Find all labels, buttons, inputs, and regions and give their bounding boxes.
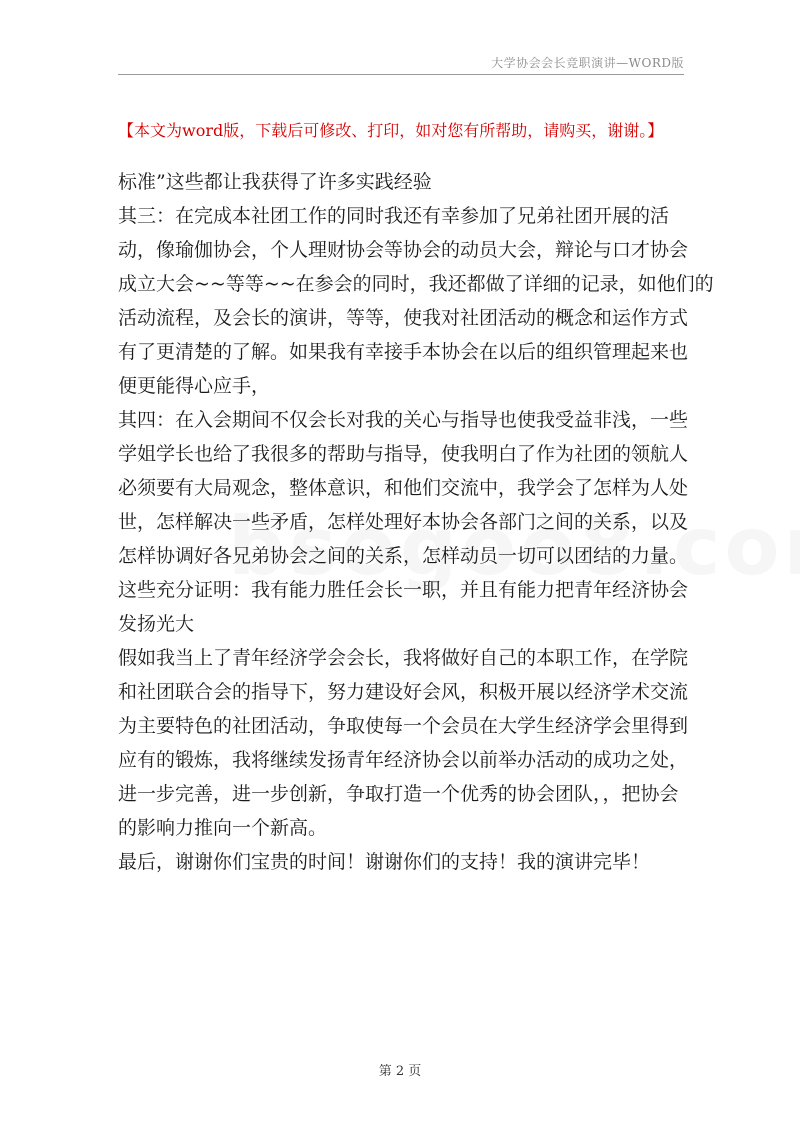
text-line: 活动流程，及会长的演讲，等等，使我对社团活动的概念和运作方式 — [118, 307, 689, 329]
text-line: 其三：在完成本社团工作的同时我还有幸参加了兄弟社团开展的活 — [118, 205, 670, 227]
text-line: 假如我当上了青年经济学会会长，我将做好自己的本职工作，在学院 — [118, 647, 689, 669]
text-line: 应有的锻炼，我将继续发扬青年经济协会以前举办活动的成功之处， — [118, 749, 689, 771]
page-number: 第 2 页 — [378, 1064, 422, 1079]
text-line: 必须要有大局观念，整体意识，和他们交流中，我学会了怎样为人处 — [118, 477, 689, 499]
text-line: 有了更清楚的了解。如果我有幸接手本协会在以后的组织管理起来也 — [118, 341, 689, 363]
text-line: 的影响力推向一个新高。 — [118, 817, 328, 839]
text-line: 这些充分证明：我有能力胜任会长一职，并且有能力把青年经济协会 — [118, 579, 689, 601]
header-divider — [118, 74, 684, 75]
document-body — [118, 165, 714, 879]
text-line: 发扬光大 — [118, 613, 195, 635]
text-line: 成立大会~~等等~~在参会的同时，我还都做了详细的记录，如他们的 — [118, 273, 714, 295]
text-line: 学姐学长也给了我很多的帮助与指导，使我明白了作为社团的领航人 — [118, 443, 689, 465]
text-line: 进一步完善，进一步创新，争取打造一个优秀的协会团队，，把协会 — [118, 783, 679, 805]
text-line: 其四：在入会期间不仅会长对我的关心与指导也使我受益非浅，一些 — [118, 409, 689, 431]
text-line: 标准”这些都让我获得了许多实践经验 — [118, 171, 432, 193]
text-line: 怎样协调好各兄弟协会之间的关系，怎样动员一切可以团结的力量。 — [118, 545, 689, 567]
header-title: 大学协会会长竞职演讲—WORD版 — [491, 56, 684, 70]
download-notice: 【本文为word版，下载后可修改、打印，如对您有所帮助，请购买，谢谢。】 — [118, 121, 664, 140]
text-line: 最后，谢谢你们宝贵的时间！谢谢你们的支持！我的演讲完毕！ — [118, 851, 651, 873]
text-line: 和社团联合会的指导下，努力建设好会风，积极开展以经济学术交流 — [118, 681, 689, 703]
text-line: 动，像瑜伽协会，个人理财协会等协会的动员大会，辩论与口才协会 — [118, 239, 689, 261]
text-line: 便更能得心应手， — [118, 375, 271, 397]
text-line: 世，怎样解决一些矛盾，怎样处理好本协会各部门之间的关系，以及 — [118, 511, 689, 533]
text-line: 为主要特色的社团活动，争取使每一个会员在大学生经济学会里得到 — [118, 715, 689, 737]
